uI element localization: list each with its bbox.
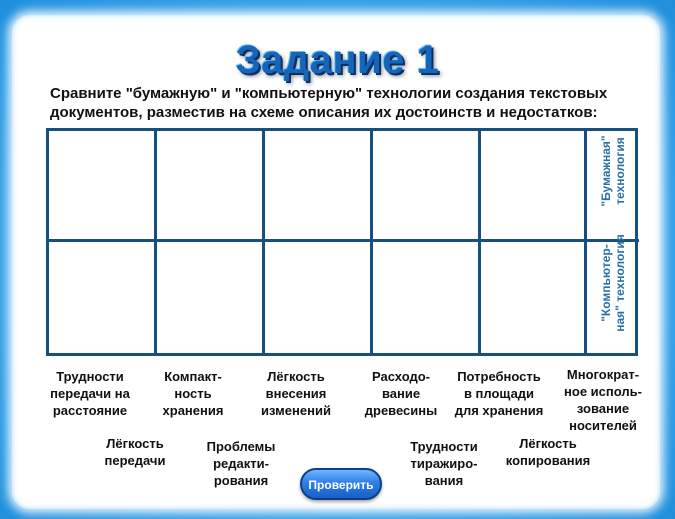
drop-cell[interactable] [49,131,154,239]
card-storage-space[interactable]: Потребность в площади для хранения [454,369,544,418]
drop-cell[interactable] [481,242,584,353]
comparison-grid [46,128,638,356]
page-title: Задание 1 [235,38,440,82]
row-label-computer: "Компьютер- ная" технология [599,234,627,332]
drop-cell[interactable] [373,242,478,353]
card-easy-editing[interactable]: Лёгкость внесения изменений [261,369,331,418]
drop-cell[interactable] [481,131,584,239]
drop-cell[interactable] [157,242,262,353]
card-easy-copying[interactable]: Лёгкость копирования [505,436,591,468]
drop-cell[interactable] [373,131,478,239]
row-label-paper: "Бумажная" технология [599,135,627,207]
drop-cell[interactable] [265,242,370,353]
card-replication-difficulty[interactable]: Трудности тиражиро- вания [410,439,478,488]
card-transfer-difficulty[interactable]: Трудности передачи на расстояние [50,369,130,418]
check-button[interactable]: Проверить [300,468,382,500]
card-editing-problems[interactable]: Проблемы редакти- рования [206,439,276,488]
card-reusable-media[interactable]: Многократ- ное исполь- зование носителей [564,367,642,433]
drop-cell[interactable] [265,131,370,239]
task-line-2: документов, разместив на схеме описания их достоинств и недостатков: [50,104,598,121]
card-wood-consumption[interactable]: Расходо- вание древесины [364,369,438,418]
card-easy-transfer[interactable]: Лёгкость передачи [104,436,166,468]
card-compact-storage[interactable]: Компакт- ность хранения [162,369,224,418]
grid-divider [584,131,587,353]
drop-cell[interactable] [157,131,262,239]
drop-cell[interactable] [49,242,154,353]
task-line-1: Сравните "бумажную" и "компьютерную" технологии создания текстовых [50,85,608,102]
task-text [50,84,650,122]
